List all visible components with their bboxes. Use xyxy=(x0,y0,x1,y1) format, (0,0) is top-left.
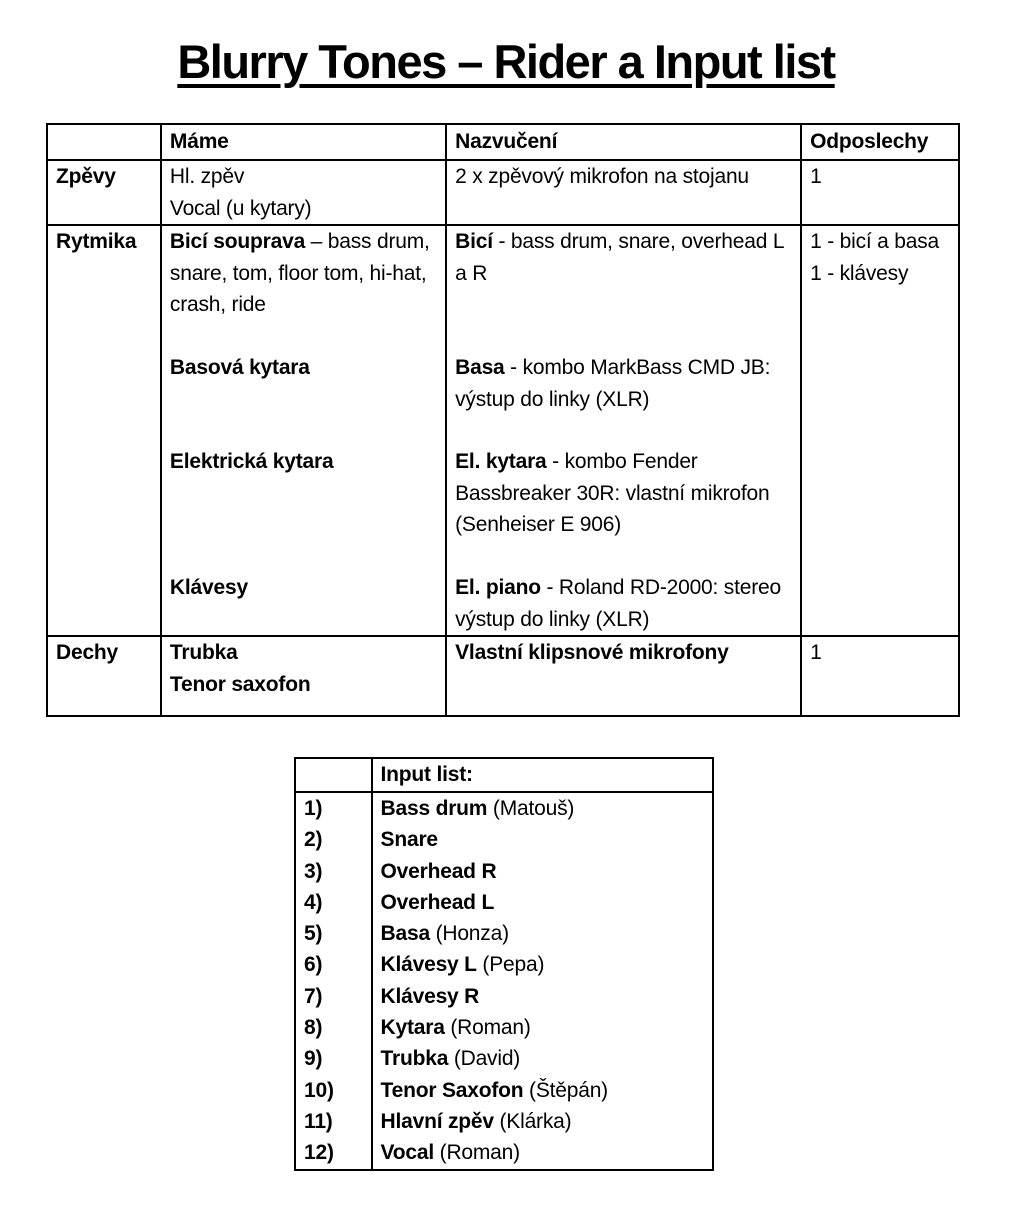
mame-cell xyxy=(161,636,446,716)
odposlechy-line: 1 - klávesy xyxy=(810,261,909,285)
section-label: Zpěvy xyxy=(47,160,161,225)
nazvuceni-text: Vlastní klipsnové mikrofony xyxy=(455,641,729,664)
input-item-name: Bass drum xyxy=(380,797,488,820)
input-list-body xyxy=(295,792,713,1170)
input-item xyxy=(381,824,704,855)
input-item xyxy=(381,887,704,918)
mame-instrument: Klávesy xyxy=(169,576,248,599)
input-number: 3) xyxy=(304,859,323,883)
rider-row-zpevy xyxy=(47,160,959,225)
input-number: 4) xyxy=(304,890,323,914)
input-item-person: (Štěpán) xyxy=(523,1078,608,1102)
input-list-table xyxy=(294,757,714,1171)
odposlechy-text: 1 xyxy=(810,165,822,188)
nazvuceni-cell xyxy=(446,636,801,716)
input-item-person: (Matouš) xyxy=(487,797,575,820)
input-item-name: Overhead R xyxy=(380,859,497,883)
input-item xyxy=(381,981,704,1012)
input-number: 6) xyxy=(304,953,323,977)
mame-cell xyxy=(161,160,446,225)
section-label: Dechy xyxy=(47,636,161,716)
odposlechy-text: 1 xyxy=(810,641,822,664)
input-number: 2) xyxy=(304,828,323,852)
odposlechy-line: 1 - bicí a basa xyxy=(810,230,939,253)
input-items-cell xyxy=(372,792,713,1170)
input-list-header-empty xyxy=(295,758,372,792)
input-item-name: Overhead L xyxy=(380,890,495,914)
nazvuceni-instrument: Bicí - bass drum, snare, overhead L a R xyxy=(455,230,784,285)
mame-cell xyxy=(161,225,446,636)
input-number: 1) xyxy=(304,797,323,820)
input-item-name: Vocal xyxy=(380,1141,435,1165)
input-number: 11) xyxy=(304,1109,333,1133)
input-item-person: (Roman) xyxy=(444,1016,531,1040)
odposlechy-cell xyxy=(801,636,959,716)
input-item xyxy=(381,1043,704,1074)
input-item-name: Kytara xyxy=(380,1016,445,1040)
input-number: 12) xyxy=(304,1141,334,1165)
rider-header-mame: Máme xyxy=(161,124,446,160)
input-item-person: (Roman) xyxy=(434,1141,520,1165)
nazvuceni-text: 2 x zpěvový mikrofon na stojanu xyxy=(455,165,749,188)
input-number: 7) xyxy=(304,984,323,1008)
input-item-name: Snare xyxy=(380,828,438,852)
rider-header-row xyxy=(47,124,959,160)
mame-line: Vocal (u kytary) xyxy=(169,196,312,220)
document-title-text: Blurry Tones – Rider a Input list xyxy=(177,35,835,88)
rider-header-nazvuceni: Nazvučení xyxy=(446,124,801,160)
mame-instrument: Bicí souprava – bass drum, snare, tom, floor tom, hi-hat, crash, ride xyxy=(169,230,430,316)
input-item-name: Trubka xyxy=(380,1047,449,1071)
odposlechy-cell xyxy=(801,160,959,225)
input-item xyxy=(381,949,704,980)
nazvuceni-instrument: El. kytara - kombo Fender Bassbreaker 30R: vlastní mikrofon (Senheiser E 906) xyxy=(455,450,770,536)
rider-row-dechy xyxy=(47,636,959,716)
input-item-name: Hlavní zpěv xyxy=(380,1109,494,1133)
rider-header-odposlechy: Odposlechy xyxy=(801,124,959,160)
input-number: 10) xyxy=(304,1078,334,1102)
rider-row-rytmika xyxy=(47,225,959,636)
input-item xyxy=(381,1106,704,1137)
input-number: 9) xyxy=(304,1047,323,1071)
input-item-person: (Honza) xyxy=(429,922,509,946)
input-item-person: (David) xyxy=(448,1047,521,1071)
mame-line: Trubka xyxy=(169,641,238,664)
mame-line: Tenor saxofon xyxy=(169,672,311,696)
mame-instrument: Basová kytara xyxy=(169,356,310,379)
input-item-name: Klávesy R xyxy=(380,984,480,1008)
nazvuceni-instrument: Basa - kombo MarkBass CMD JB: výstup do linky (XLR) xyxy=(455,356,771,411)
input-item xyxy=(381,1075,704,1106)
odposlechy-cell xyxy=(801,225,959,636)
input-item-name: Tenor Saxofon xyxy=(380,1078,524,1102)
input-item-person: (Klárka) xyxy=(493,1109,572,1133)
input-number: 5) xyxy=(304,922,323,946)
mame-line: Hl. zpěv xyxy=(169,165,245,188)
input-item-name: Klávesy L xyxy=(380,953,477,977)
input-item xyxy=(381,1137,704,1168)
document-title xyxy=(0,34,1012,89)
input-item-person: (Pepa) xyxy=(476,953,545,977)
input-list-header: Input list: xyxy=(372,758,713,792)
rider-header-empty xyxy=(47,124,161,160)
nazvuceni-cell xyxy=(446,160,801,225)
input-item xyxy=(381,1012,704,1043)
input-item xyxy=(381,918,704,949)
nazvuceni-cell xyxy=(446,225,801,636)
mame-instrument: Elektrická kytara xyxy=(169,450,334,473)
input-list-header-row xyxy=(295,758,713,792)
input-item-name: Basa xyxy=(380,922,430,946)
rider-table xyxy=(46,123,960,717)
section-label: Rytmika xyxy=(47,225,161,636)
input-numbers-cell xyxy=(295,792,372,1170)
nazvuceni-instrument: El. piano - Roland RD-2000: stereo výstup do linky (XLR) xyxy=(455,576,781,631)
input-item xyxy=(381,793,704,824)
input-item xyxy=(381,856,704,887)
input-number: 8) xyxy=(304,1016,323,1040)
